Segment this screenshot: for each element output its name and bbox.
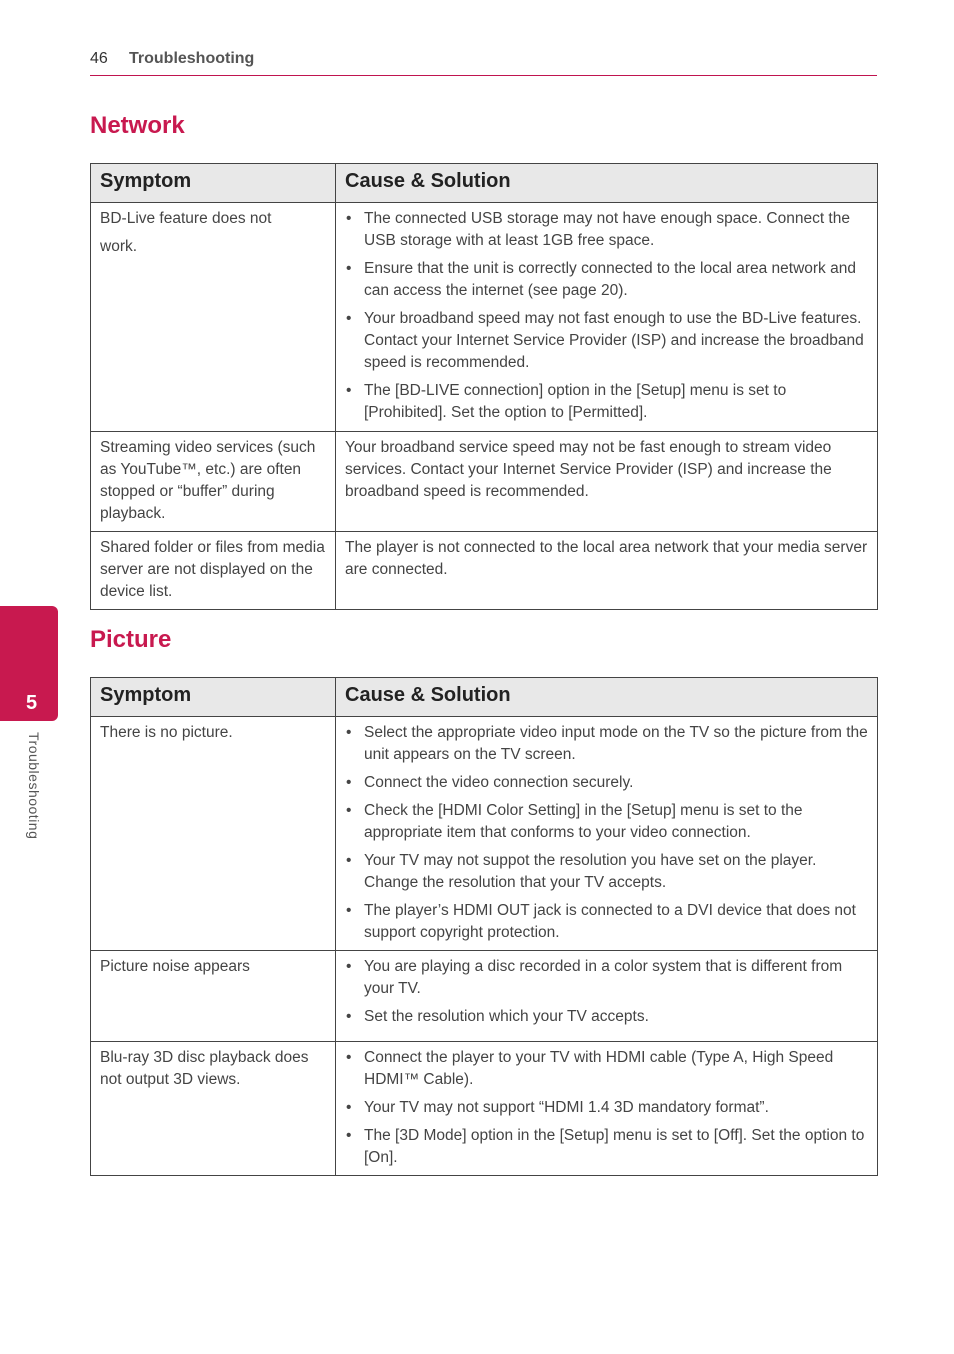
solution-cell [336, 717, 878, 951]
list-item: • Ensure that the unit is correctly connected to the local area network and can access the internet (see page 20). [345, 258, 868, 302]
picture-table [90, 677, 878, 1176]
column-header-solution: Cause & Solution [336, 164, 878, 203]
list-item: • Select the appropriate video input mode on the TV so the picture from the unit appears on the TV screen. [345, 722, 868, 766]
chapter-label: Troubleshooting [26, 732, 42, 840]
list-item: • Your broadband speed may not fast enough to use the BD-Live features. Contact your Internet Service Provider (ISP) and increase the broadband speed is recommended. [345, 308, 868, 374]
table-row [91, 951, 878, 1042]
header-title: Troubleshooting [129, 50, 255, 67]
symptom-cell: Blu-ray 3D disc playback does not output 3D views. [91, 1042, 336, 1176]
symptom-cell: There is no picture. [91, 717, 336, 951]
section-title-network: Network [90, 112, 185, 139]
solution-cell: The player is not connected to the local area network that your media server are connected. [336, 532, 878, 610]
symptom-text: work. [100, 238, 138, 255]
solution-cell [336, 203, 878, 432]
list-item: • You are playing a disc recorded in a color system that is different from your TV. [345, 956, 868, 1000]
table-header-row [91, 678, 878, 717]
page-number: 46 [90, 50, 108, 67]
list-item: • Check the [HDMI Color Setting] in the [Setup] menu is set to the appropriate item that conforms to your video connection. [345, 800, 868, 844]
list-item: • The [3D Mode] option in the [Setup] menu is set to [Off]. Set the option to [On]. [345, 1125, 868, 1169]
list-item: • The connected USB storage may not have enough space. Connect the USB storage with at least 1GB free space. [345, 208, 868, 252]
solution-list [345, 722, 868, 944]
list-item: • Your TV may not suppot the resolution you have set on the player. Change the resolution that your TV accepts. [345, 850, 868, 894]
table-row [91, 1042, 878, 1176]
symptom-cell [91, 203, 336, 432]
table-row [91, 532, 878, 610]
network-table [90, 163, 878, 610]
solution-cell: Your broadband service speed may not be fast enough to stream video services. Contact your Internet Service Provider (ISP) and increase the broadband speed is recommended. [336, 432, 878, 532]
column-header-symptom: Symptom [91, 164, 336, 203]
chapter-number: 5 [26, 692, 38, 714]
solution-list [345, 956, 868, 1028]
list-item: • The player’s HDMI OUT jack is connected to a DVI device that does not support copyright protection. [345, 900, 868, 944]
symptom-cell: Streaming video services (such as YouTube™, etc.) are often stopped or “buffer” during playback. [91, 432, 336, 532]
symptom-text: BD-Live feature does not [100, 210, 272, 227]
column-header-solution: Cause & Solution [336, 678, 878, 717]
table-row [91, 203, 878, 432]
solution-list [345, 208, 868, 424]
list-item: • Connect the player to your TV with HDMI cable (Type A, High Speed HDMI™ Cable). [345, 1047, 868, 1091]
page-header [90, 48, 877, 76]
list-item: • Set the resolution which your TV accepts. [345, 1006, 868, 1028]
symptom-cell: Picture noise appears [91, 951, 336, 1042]
symptom-cell: Shared folder or files from media server are not displayed on the device list. [91, 532, 336, 610]
table-header-row [91, 164, 878, 203]
table-row [91, 717, 878, 951]
solution-cell [336, 951, 878, 1042]
list-item: • The [BD-LIVE connection] option in the [Setup] menu is set to [Prohibited]. Set the option to [Permitted]. [345, 380, 868, 424]
list-item: • Connect the video connection securely. [345, 772, 868, 794]
table-row [91, 432, 878, 532]
solution-list [345, 1047, 868, 1169]
solution-cell [336, 1042, 878, 1176]
section-title-picture: Picture [90, 626, 172, 653]
column-header-symptom: Symptom [91, 678, 336, 717]
list-item: • Your TV may not support “HDMI 1.4 3D mandatory format”. [345, 1097, 868, 1119]
